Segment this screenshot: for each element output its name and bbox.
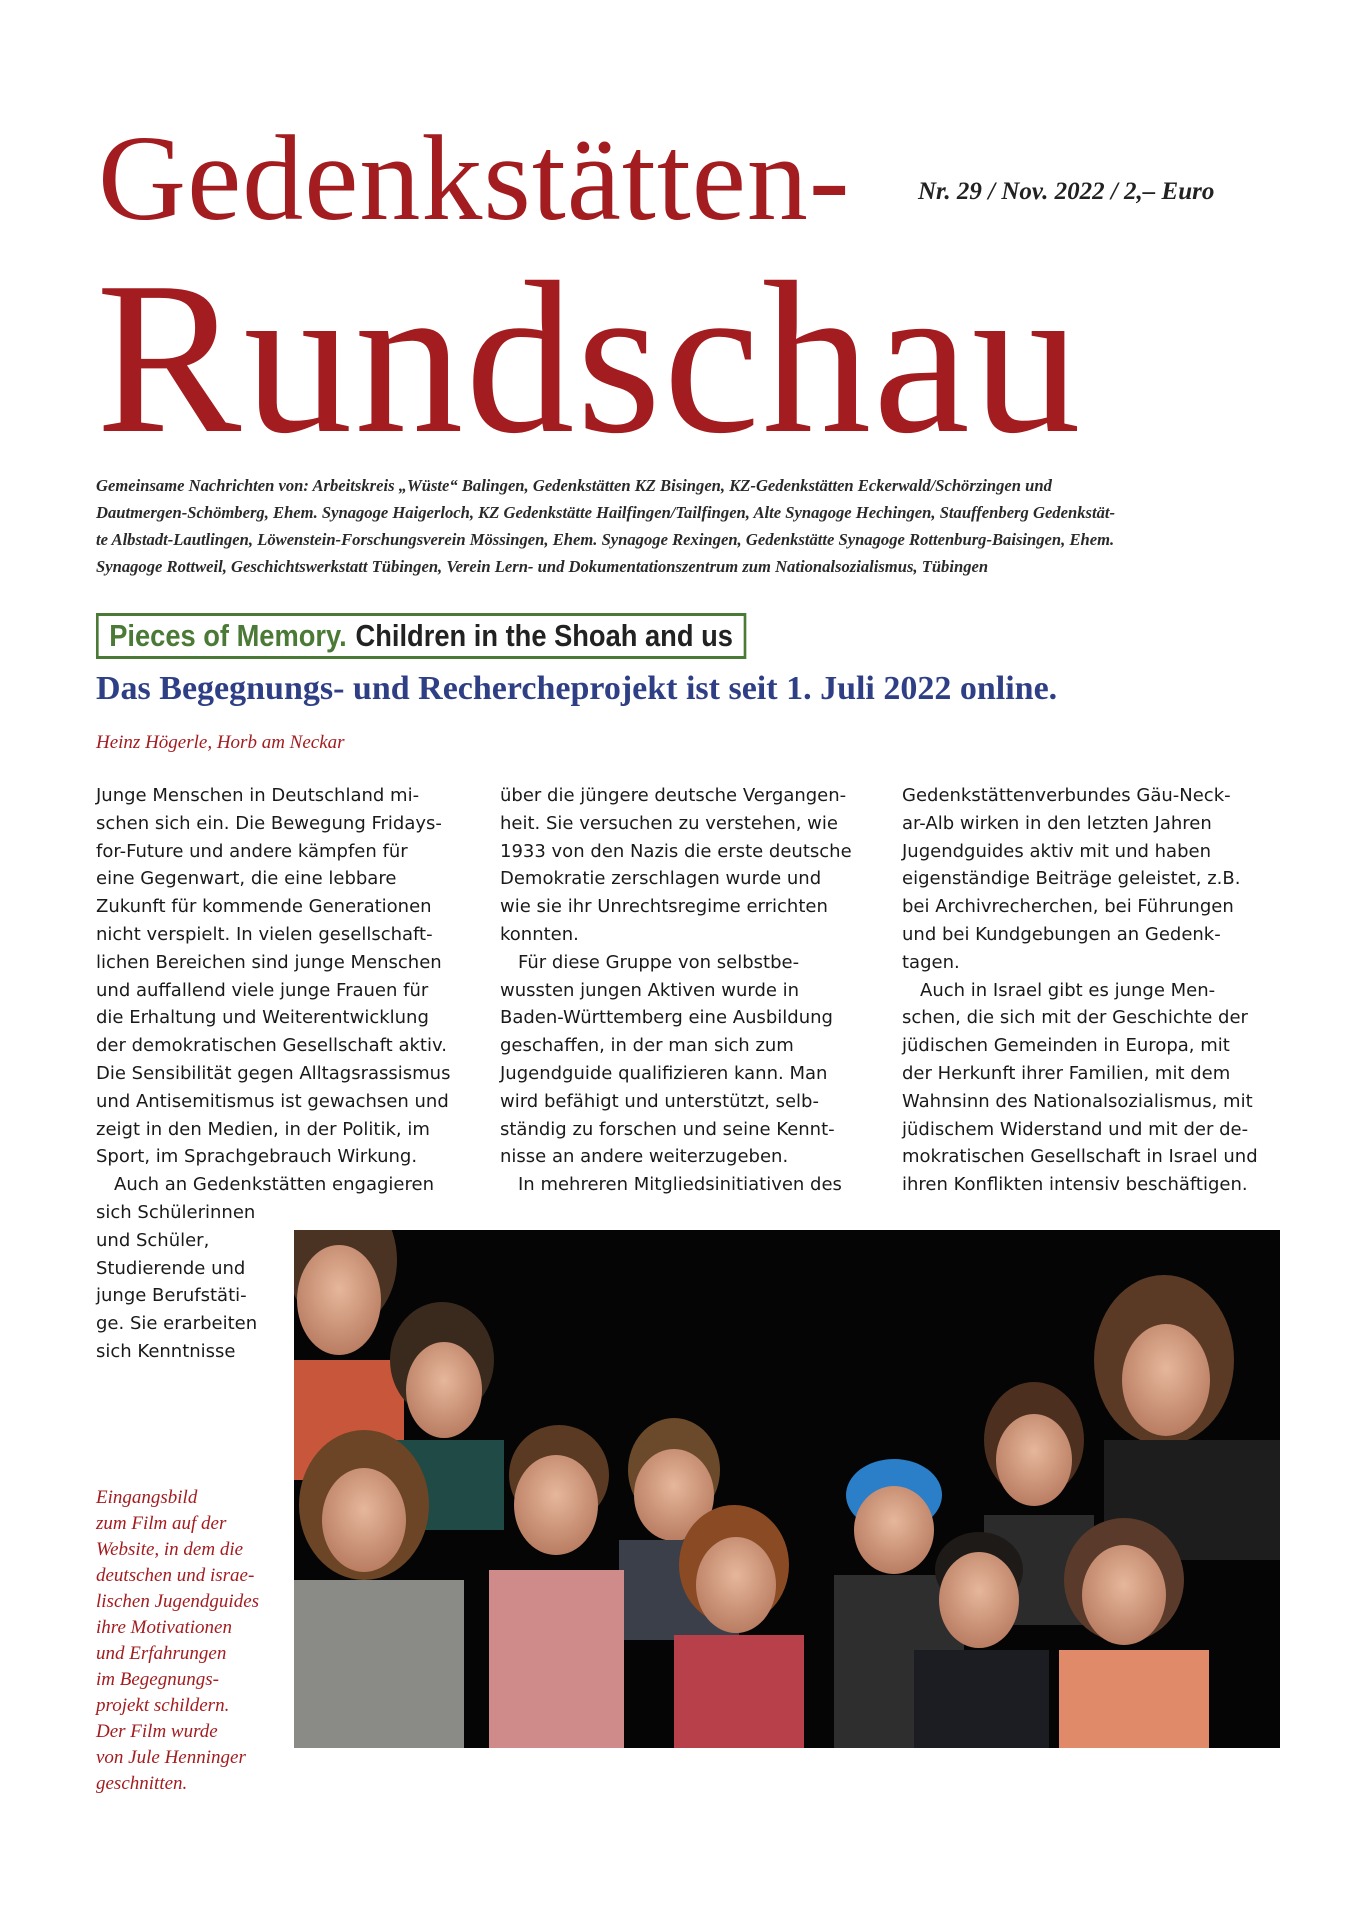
caption-line: im Begegnungs- xyxy=(96,1669,219,1690)
text-line: heit. Sie versuchen zu verstehen, wie xyxy=(500,812,838,834)
article-column-3 xyxy=(902,782,1258,1199)
caption-line: von Jule Henninger xyxy=(96,1747,246,1768)
kicker-subtitle: Children in the Shoah and us xyxy=(355,618,733,653)
caption-line: und Erfahrungen xyxy=(96,1643,227,1664)
caption-line: Website, in dem die xyxy=(96,1539,244,1560)
group-photo-illustration xyxy=(294,1230,1280,1748)
text-line: Die Sensibilität gegen Alltagsrassismus xyxy=(96,1062,451,1084)
members-line: Synagoge Rottweil, Geschichtswerkstatt Tübingen, Verein Lern- und Dokumentationszentrum zum Nationalsozialismus, Tübingen xyxy=(96,557,989,576)
text-line: Gedenkstättenverbundes Gäu-Neck- xyxy=(902,785,1231,806)
text-line: wussten jungen Aktiven wurde in xyxy=(500,979,800,1001)
text-line: lichen Bereichen sind junge Menschen xyxy=(96,951,442,973)
masthead-title-line1: Gedenkstätten- xyxy=(98,111,851,246)
text-line: nisse an andere weiterzugeben. xyxy=(500,1146,789,1168)
caption-line: geschnitten. xyxy=(96,1773,188,1794)
text-line: Junge Menschen in Deutschland mi- xyxy=(96,785,420,806)
caption-line: projekt schildern. xyxy=(96,1695,230,1716)
text-line: und auffallend viele junge Frauen für xyxy=(96,979,429,1001)
article-byline: Heinz Högerle, Horb am Neckar xyxy=(96,732,345,753)
text-line: der Herkunft ihrer Familien, mit dem xyxy=(902,1062,1231,1084)
text-line: sich Kenntnisse xyxy=(96,1340,236,1362)
kicker-project-name: Pieces of Memory. xyxy=(109,618,347,653)
caption-line: ihre Motivationen xyxy=(96,1617,232,1638)
text-line: tagen. xyxy=(902,951,960,973)
text-line: schen sich ein. Die Bewegung Fridays- xyxy=(96,812,442,834)
text-line: Auch an Gedenkstätten engagieren xyxy=(114,1174,434,1196)
text-line: Baden-Württemberg eine Ausbildung xyxy=(500,1007,833,1029)
members-line: te Albstadt-Lautlingen, Löwenstein-Forschungsverein Mössingen, Ehem. Synagoge Rexingen, Gedenkstätte Synagoge Rottenburg-Baisingen, Ehem. xyxy=(96,530,1115,549)
photo-caption xyxy=(96,1485,259,1797)
text-line: wie sie ihr Unrechtsregime errichten xyxy=(500,896,828,918)
text-line: Jugendguide qualifizieren kann. Man xyxy=(500,1062,828,1084)
masthead-title-line2: Rundschau xyxy=(96,238,1083,479)
text-line: und Antisemitismus ist gewachsen und xyxy=(96,1090,449,1112)
members-line: Gemeinsame Nachrichten von: Arbeitskreis „Wüste“ Balingen, Gedenkstätten KZ Bisingen, KZ-Gedenkstätten Eckerwald/Schörzingen und xyxy=(96,476,1052,495)
text-line: mokratischen Gesellschaft in Israel und xyxy=(902,1146,1258,1168)
text-line: ge. Sie erarbeiten xyxy=(96,1313,258,1335)
text-line: junge Berufstäti- xyxy=(96,1285,247,1307)
text-line: Studierende und xyxy=(96,1257,246,1279)
caption-line: Eingangsbild xyxy=(96,1487,198,1508)
text-line: Auch in Israel gibt es junge Men- xyxy=(920,979,1216,1001)
article-kicker xyxy=(96,613,746,659)
text-line: nicht verspielt. In vielen gesellschaft- xyxy=(96,923,433,945)
caption-line: lischen Jugendguides xyxy=(96,1591,260,1612)
text-line: jüdischen Gemeinden in Europa, mit xyxy=(902,1035,1230,1057)
text-line: for-Future und andere kämpfen für xyxy=(96,840,408,862)
text-line: Zukunft für kommende Generationen xyxy=(96,896,432,918)
text-line: sich Schülerinnen xyxy=(96,1201,256,1223)
text-line: ar-Alb wirken in den letzten Jahren xyxy=(902,812,1212,834)
text-line: Jugendguides aktiv mit und haben xyxy=(902,840,1211,862)
caption-line: zum Film auf der xyxy=(96,1513,227,1534)
text-line: zeigt in den Medien, in der Politik, im xyxy=(96,1118,430,1140)
text-line: eine Gegenwart, die eine lebbare xyxy=(96,868,397,890)
text-line: ihren Konflikten intensiv beschäftigen. xyxy=(902,1174,1248,1196)
caption-line: Der Film wurde xyxy=(96,1721,218,1742)
text-line: jüdischem Widerstand und mit der de- xyxy=(902,1118,1249,1140)
text-line: konnten. xyxy=(500,923,579,945)
text-line: Wahnsinn des Nationalsozialismus, mit xyxy=(902,1090,1253,1112)
text-line: Für diese Gruppe von selbstbe- xyxy=(518,951,800,973)
text-line: die Erhaltung und Weiterentwicklung xyxy=(96,1007,429,1029)
text-line: der demokratischen Gesellschaft aktiv. xyxy=(96,1035,447,1057)
members-line: Dautmergen-Schömberg, Ehem. Synagoge Haigerloch, KZ Gedenkstätte Hailfingen/Tailfingen, Alte Synagoge Hechingen, Stauffenberg Gedenkstät- xyxy=(96,503,1115,522)
article-column-2 xyxy=(500,782,852,1199)
text-line: und Schüler, xyxy=(96,1229,210,1251)
caption-line: deutschen und israe- xyxy=(96,1565,255,1586)
text-line: Demokratie zerschlagen wurde und xyxy=(500,868,822,890)
text-line: ständig zu forschen und seine Kennt- xyxy=(500,1118,835,1140)
group-photo xyxy=(294,1230,1280,1748)
text-line: In mehreren Mitgliedsinitiativen des xyxy=(518,1174,842,1196)
text-line: geschaffen, in der man sich zum xyxy=(500,1035,794,1057)
member-organizations xyxy=(96,472,1276,580)
text-line: bei Archivrecherchen, bei Führungen xyxy=(902,896,1234,918)
text-line: Sport, im Sprachgebrauch Wirkung. xyxy=(96,1146,418,1168)
text-line: eigenständige Beiträge geleistet, z.B. xyxy=(902,868,1241,890)
text-line: über die jüngere deutsche Vergangen- xyxy=(500,785,847,806)
text-line: schen, die sich mit der Geschichte der xyxy=(902,1007,1248,1029)
article-headline: Das Begegnungs- und Rechercheprojekt ist seit 1. Juli 2022 online. xyxy=(96,670,1058,707)
text-line: 1933 von den Nazis die erste deutsche xyxy=(500,840,852,862)
issue-info: Nr. 29 / Nov. 2022 / 2,– Euro xyxy=(918,178,1215,205)
text-line: wird befähigt und unterstützt, selb- xyxy=(500,1090,819,1112)
text-line: und bei Kundgebungen an Gedenk- xyxy=(902,923,1221,945)
